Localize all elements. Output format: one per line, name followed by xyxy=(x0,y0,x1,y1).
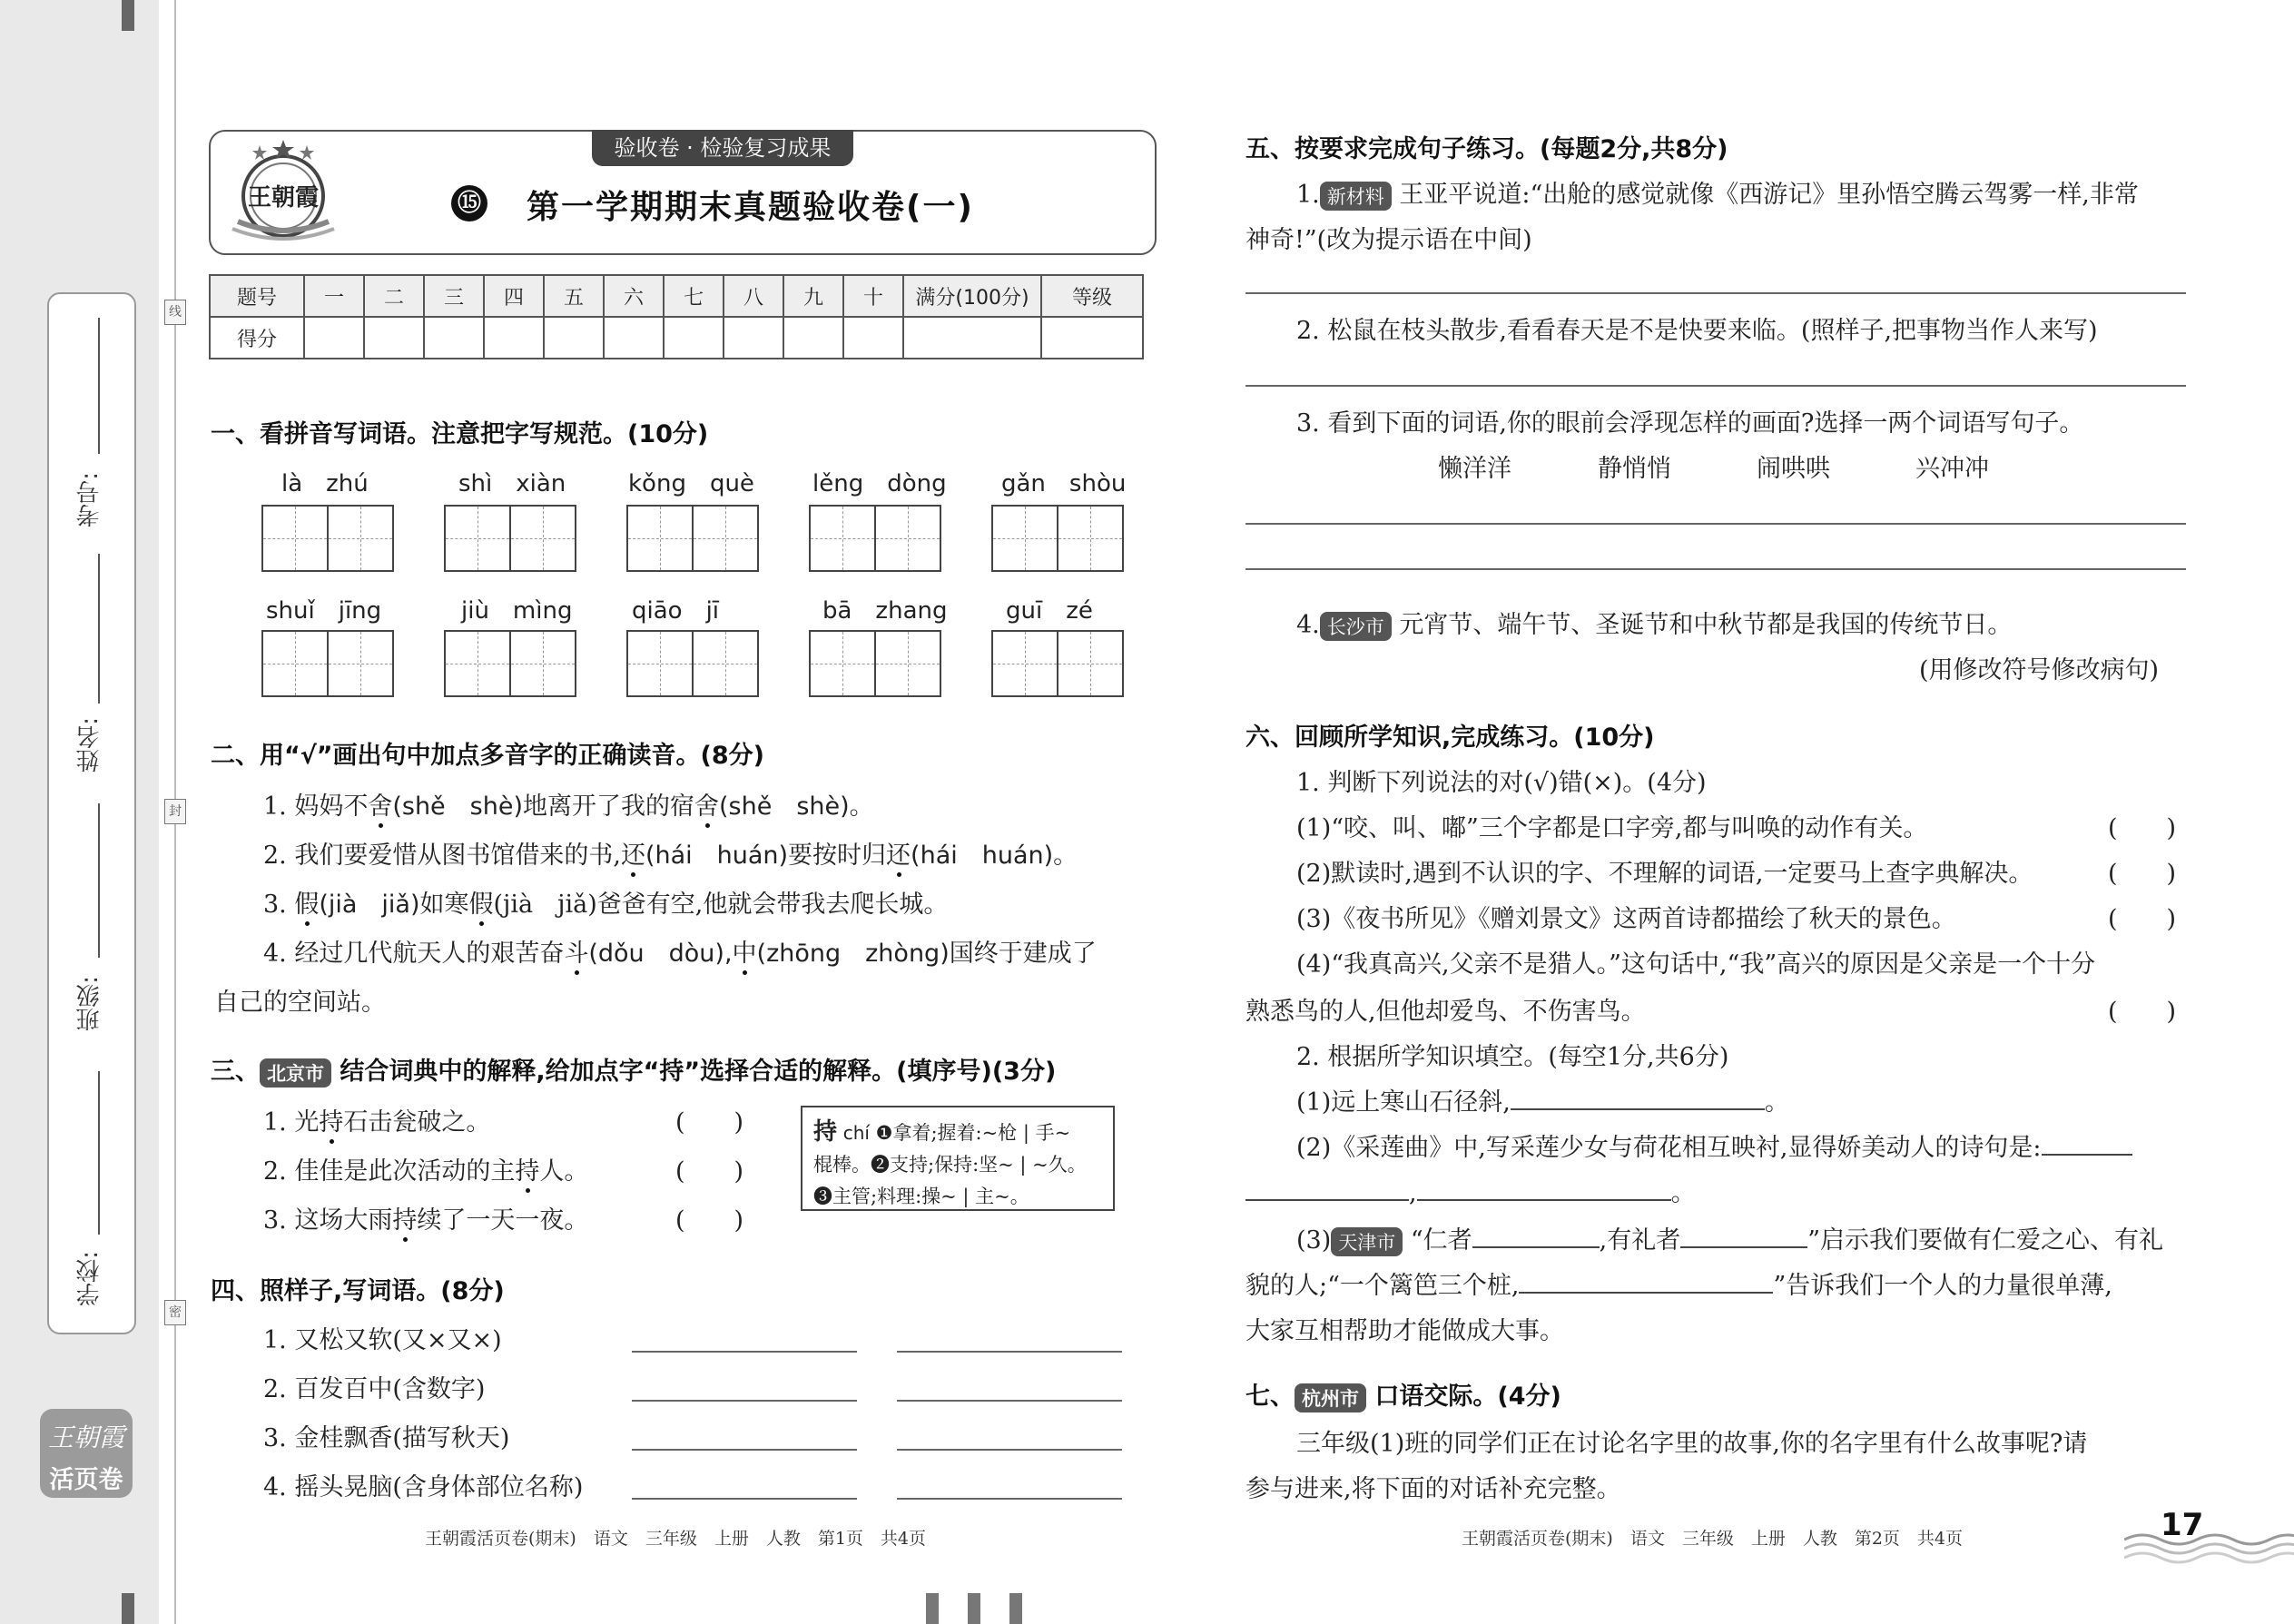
writing-grid[interactable] xyxy=(809,505,941,572)
dictionary-box: 持 chí ❶拿着;握着:~枪 | 手~ 棍棒。❷支持;保持:坚~ | ~久。 ❸主管;料理:操~ | 主~。 xyxy=(801,1106,1115,1211)
fill-3-cont: 貌的人;“一个篱笆三个桩, ”告诉我们一个人的力量很单薄, xyxy=(1245,1272,2112,1300)
score-input[interactable] xyxy=(843,317,903,359)
region-tag: 北京市 xyxy=(260,1058,331,1088)
score-cell: 得分 xyxy=(210,317,304,359)
judge-4-cont: 熟悉鸟的人,但他却爱鸟、不伤害鸟。 xyxy=(1245,998,1646,1026)
page-wave-icon xyxy=(2124,1520,2294,1565)
question-3-1: 1. 光持石击瓮破之。 xyxy=(263,1108,491,1137)
exam-number-badge: ⑮ xyxy=(451,185,487,221)
question-6-1: 1. 判断下列说法的对(√)错(×)。(4分) xyxy=(1296,769,1707,797)
blank[interactable] xyxy=(1472,1246,1600,1248)
score-header-row xyxy=(210,275,1143,317)
answer-line[interactable] xyxy=(897,1351,1122,1353)
blank[interactable] xyxy=(1417,1199,1671,1201)
fold-mark xyxy=(1009,1593,1022,1624)
answer-paren[interactable]: ( ) xyxy=(2108,860,2177,888)
judge-2: (2)默读时,遇到不认识的字、不理解的词语,一定要马上查字典解决。 xyxy=(1296,860,2033,888)
score-cell: 等级 xyxy=(1041,275,1143,317)
question-5-3: 3. 看到下面的词语,你的眼前会浮现怎样的画面?选择一两个词语写句子。 xyxy=(1296,409,2084,438)
section-6-title: 六、回顾所学知识,完成练习。(10分) xyxy=(1245,723,1655,752)
answer-paren[interactable]: ( ) xyxy=(675,1108,744,1137)
section-7-title: 七、 杭州市 口语交际。(4分) xyxy=(1245,1383,1561,1411)
svg-text:王朝霞: 王朝霞 xyxy=(247,184,320,212)
pinyin-label: là zhú xyxy=(281,470,369,497)
score-input[interactable] xyxy=(304,317,364,359)
answer-paren[interactable]: ( ) xyxy=(675,1157,744,1186)
section-7-text: 三年级(1)班的同学们正在讨论名字里的故事,你的名字里有什么故事呢?请 xyxy=(1296,1430,2088,1458)
fill-2: (2)《采莲曲》中,写采莲少女与荷花相互映衬,显得娇美动人的诗句是: xyxy=(1296,1127,2132,1163)
judge-4: (4)“我真高兴,父亲不是猎人。”这句话中,“我”高兴的原因是父亲是一个十分 xyxy=(1296,950,2096,979)
question-4-1: 1. 又松又软(又×又×) xyxy=(263,1326,502,1354)
question-3-3: 3. 这场大雨持续了一天一夜。 xyxy=(263,1206,589,1235)
question-4-3: 3. 金桂飘香(描写秋天) xyxy=(263,1424,510,1452)
question-5-4: 4. 长沙市 元宵节、端午节、圣诞节和中秋节都是我国的传统节日。 xyxy=(1296,611,2013,639)
score-value-row xyxy=(210,317,1143,359)
answer-paren[interactable]: ( ) xyxy=(2108,905,2177,933)
score-input[interactable] xyxy=(724,317,783,359)
exam-number-field[interactable] xyxy=(98,318,100,454)
question-2-4: 4. 经过几代航天人的艰苦奋斗(dǒu dòu),中(zhōng zhòng)国终于建成了 xyxy=(263,940,1097,968)
pinyin-label: guī zé xyxy=(1006,597,1093,625)
score-cell: 八 xyxy=(724,275,783,317)
writing-grid[interactable] xyxy=(261,630,394,697)
question-2-4-cont: 自己的空间站。 xyxy=(214,989,386,1017)
exam-number-label: 考号: xyxy=(75,472,103,527)
answer-line[interactable] xyxy=(632,1449,857,1451)
question-5-1-cont: 神奇!”(改为提示语在中间) xyxy=(1245,226,1532,254)
answer-line[interactable] xyxy=(1245,385,2186,387)
section-3-title: 三、 北京市 结合词典中的解释,给加点字“持”选择合适的解释。(填序号)(3分) xyxy=(211,1058,1057,1086)
school-field[interactable] xyxy=(98,1071,100,1235)
pinyin-label: gǎn shòu xyxy=(1001,470,1127,497)
answer-line[interactable] xyxy=(632,1351,857,1353)
blank[interactable] xyxy=(2042,1154,2132,1156)
footer-right: 王朝霞活页卷(期末) 语文 三年级 上册 人教 第2页 共4页 xyxy=(1462,1529,1964,1549)
region-tag: 天津市 xyxy=(1331,1227,1403,1256)
pinyin-label: lěng dòng xyxy=(812,470,947,497)
score-cell: 七 xyxy=(664,275,724,317)
word-option: 兴冲冲 xyxy=(1915,455,1989,483)
question-2-2: 2. 我们要爱惜从图书馆借来的书,还(hái huán)要按时归还(hái huán)。 xyxy=(263,842,1078,870)
class-field[interactable] xyxy=(98,803,100,958)
score-cell: 三 xyxy=(424,275,484,317)
question-2-1: 1. 妈妈不舍(shě shè)地离开了我的宿舍(shě shè)。 xyxy=(263,792,874,821)
score-input[interactable] xyxy=(604,317,664,359)
emblem-icon xyxy=(225,138,341,245)
fold-mark xyxy=(968,1593,980,1624)
question-4-2: 2. 百发百中(含数字) xyxy=(263,1375,486,1403)
score-cell: 五 xyxy=(544,275,604,317)
question-2-3: 3. 假(jià jiǎ)如寒假(jià jiǎ)爸爸有空,他就会带我去爬长城。 xyxy=(263,891,949,919)
fill-1: (1)远上寒山石径斜, 。 xyxy=(1296,1088,1789,1117)
judge-1: (1)“咬、叫、嘟”三个字都是口字旁,都与叫唤的动作有关。 xyxy=(1296,814,1928,842)
writing-grid[interactable] xyxy=(261,505,394,572)
writing-grid[interactable] xyxy=(444,630,576,697)
section-7-text-cont: 参与进来,将下面的对话补充完整。 xyxy=(1245,1475,1621,1503)
score-input[interactable] xyxy=(424,317,484,359)
answer-line[interactable] xyxy=(897,1400,1122,1402)
writing-grid[interactable] xyxy=(626,505,759,572)
question-4-4: 4. 摇头晃脑(含身体部位名称) xyxy=(263,1473,584,1501)
section-5-title: 五、按要求完成句子练习。(每题2分,共8分) xyxy=(1245,135,1728,163)
word-option: 闹哄哄 xyxy=(1757,455,1830,483)
judge-3: (3)《夜书所见》《赠刘景文》这两首诗都描绘了秋天的景色。 xyxy=(1296,905,1956,933)
question-5-1: 1. 新材料 王亚平说道:“出舱的感觉就像《西游记》里孙悟空腾云驾雾一样,非常 xyxy=(1296,181,2139,209)
seal-mark-seal: 封 xyxy=(164,799,186,824)
pinyin-label: qiāo jī xyxy=(632,597,720,625)
score-cell: 一 xyxy=(304,275,364,317)
pinyin-label: jiù mìng xyxy=(461,597,573,625)
region-tag: 杭州市 xyxy=(1295,1383,1366,1412)
section-1-title: 一、看拼音写词语。注意把字写规范。(10分) xyxy=(211,420,709,448)
name-label: 姓名: xyxy=(75,717,103,773)
answer-line[interactable] xyxy=(632,1498,857,1500)
header-tab: 验收卷 · 检验复习成果 xyxy=(592,130,853,166)
score-table xyxy=(209,274,1144,359)
strip-mark-top xyxy=(122,0,134,31)
pinyin-label: bā zhang xyxy=(822,597,948,625)
strip-mark-bottom xyxy=(122,1593,134,1624)
fill-3-cont2: 大家互相帮助才能做成大事。 xyxy=(1245,1317,1564,1345)
writing-grid[interactable] xyxy=(991,505,1124,572)
brand-logo: 王朝霞 活页卷 xyxy=(40,1409,133,1498)
blank[interactable] xyxy=(1519,1292,1773,1294)
answer-paren[interactable]: ( ) xyxy=(2108,814,2177,842)
writing-grid[interactable] xyxy=(809,630,941,697)
footer-left: 王朝霞活页卷(期末) 语文 三年级 上册 人教 第1页 共4页 xyxy=(425,1529,927,1549)
writing-grid[interactable] xyxy=(444,505,576,572)
answer-line[interactable] xyxy=(1245,292,2186,294)
answer-line[interactable] xyxy=(632,1400,857,1402)
score-cell: 六 xyxy=(604,275,664,317)
score-input[interactable] xyxy=(484,317,544,359)
fill-3: (3) 天津市 “仁者 ,有礼者 ”启示我们要做有仁爱之心、有礼 xyxy=(1296,1226,2164,1255)
word-option: 懒洋洋 xyxy=(1438,455,1511,483)
blank[interactable] xyxy=(1511,1108,1765,1110)
score-cell: 题号 xyxy=(210,275,304,317)
region-tag: 长沙市 xyxy=(1320,612,1392,641)
question-5-2: 2. 松鼠在枝头散步,看看春天是不是快要来临。(照样子,把事物当作人来写) xyxy=(1296,317,2098,345)
answer-paren[interactable]: ( ) xyxy=(675,1206,744,1235)
name-field[interactable] xyxy=(98,554,100,704)
score-input[interactable] xyxy=(544,317,604,359)
answer-line[interactable] xyxy=(1245,568,2186,570)
page-title: 第一学期期末真题验收卷(一) xyxy=(527,189,974,226)
score-cell: 二 xyxy=(364,275,424,317)
answer-paren[interactable]: ( ) xyxy=(2108,998,2177,1026)
page-number: 17 xyxy=(2161,1507,2204,1543)
seal-mark-line: 线 xyxy=(164,300,186,325)
student-info-box xyxy=(47,292,136,1334)
blank[interactable] xyxy=(1245,1199,1409,1201)
score-input[interactable] xyxy=(1041,317,1143,359)
pinyin-label: shì xiàn xyxy=(458,470,566,497)
score-cell: 满分(100分) xyxy=(903,275,1041,317)
section-4-title: 四、照样子,写词语。(8分) xyxy=(211,1277,505,1305)
score-cell: 四 xyxy=(484,275,544,317)
score-cell: 十 xyxy=(843,275,903,317)
class-label: 班级: xyxy=(75,976,103,1031)
answer-line[interactable] xyxy=(897,1449,1122,1451)
writing-grid[interactable] xyxy=(626,630,759,697)
pinyin-label: shuǐ jīng xyxy=(266,597,382,625)
question-5-4-note: (用修改符号修改病句) xyxy=(1919,656,2160,684)
question-6-2: 2. 根据所学知识填空。(每空1分,共6分) xyxy=(1296,1043,1729,1071)
fold-mark xyxy=(926,1593,939,1624)
seal-mark-secret: 密 xyxy=(164,1300,186,1325)
answer-line[interactable] xyxy=(1245,523,2186,525)
score-input[interactable] xyxy=(903,317,1041,359)
question-3-2: 2. 佳佳是此次活动的主持人。 xyxy=(263,1157,589,1186)
score-input[interactable] xyxy=(783,317,843,359)
score-input[interactable] xyxy=(364,317,424,359)
region-tag: 新材料 xyxy=(1320,182,1392,211)
writing-grid[interactable] xyxy=(991,630,1124,697)
score-input[interactable] xyxy=(664,317,724,359)
pinyin-label: kǒng què xyxy=(628,470,754,497)
school-label: 学校: xyxy=(75,1251,103,1306)
score-cell: 九 xyxy=(783,275,843,317)
word-option: 静悄悄 xyxy=(1598,455,1671,483)
section-2-title: 二、用“√”画出句中加点多音字的正确读音。(8分) xyxy=(211,742,764,770)
answer-line[interactable] xyxy=(897,1498,1122,1500)
blank[interactable] xyxy=(1680,1246,1807,1248)
fill-2-cont: , 。 xyxy=(1245,1173,1696,1208)
